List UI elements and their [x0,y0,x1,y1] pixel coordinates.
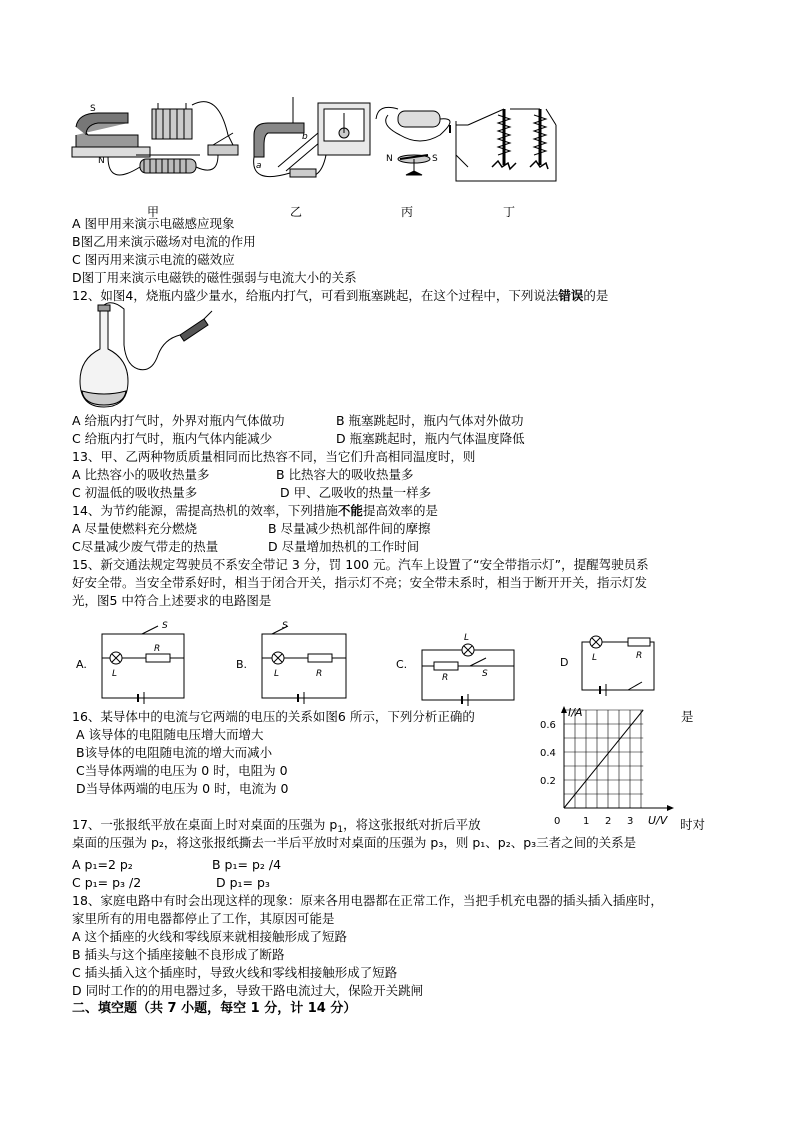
q14-stem-post: 提高效率的是 [362,503,438,518]
circuit-d-r: R [636,651,643,661]
fig-yi-diagram [254,97,370,177]
q12-option-b: B 瓶塞跳起时，瓶内气体对外做功 [336,413,524,428]
q17-line-1-post: ，将这张报纸对折后平放 [343,817,481,832]
fig-bing-s: S [432,154,438,164]
q13-option-d: D 甲、乙吸收的热量一样多 [280,485,432,500]
chart-y-tick: 0.4 [540,748,556,759]
fig-jia-s: S [90,104,96,114]
q16-stem: 16、某导体中的电流与它两端的电压的关系如图6 所示，下列分析正确的 [72,709,475,724]
fig-jia-diagram [72,102,238,175]
chart-x-tick: 0 [554,816,561,827]
circuit-a-s: S [162,621,168,631]
q11-option-b: B图乙用来演示磁场对电流的作用 [72,234,256,249]
q18-option-a: A 这个插座的火线和零线原来就相接触形成了短路 [72,929,348,944]
circuit-a [102,626,184,704]
q18-option-c: C 插头插入这个插座时，导致火线和零线相接触形成了短路 [72,965,398,980]
circuit-b-l: L [274,669,280,679]
q12-stem [72,287,608,304]
q17-option-c: C p₁= p₃ /2 [72,875,142,890]
q12-option-d: D 瓶塞跳起时，瓶内气体温度降低 [336,431,525,446]
q16-stem-end: 是 [681,709,694,724]
q12-stem-pre: 12、如图4，烧瓶内盛少量水，给瓶内打气，可看到瓶塞跳起，在这个过程中，下列说法 [72,288,559,303]
q11-option-d: D图丁用来演示电磁铁的磁性强弱与电流大小的关系 [72,270,357,285]
circuit-a-l: L [112,669,118,679]
circuit-c-l: L [464,633,470,643]
q11-option-c: C 图丙用来演示电流的磁效应 [72,252,235,267]
q13-option-a: A 比热容小的吸收热量多 [72,467,210,482]
q11-figure [68,95,568,205]
fig-jia-n: N [98,156,105,166]
q18-option-b: B 插头与这个插座接触不良形成了断路 [72,947,285,962]
chart-y-tick: 0.6 [540,720,556,731]
circuit-c-label: C. [396,658,408,671]
chart-series-line [564,710,643,808]
q17-line-2: 桌面的压强为 p₂，将这张报纸撕去一半后平放时对桌面的压强为 p₃，则 p₁、p₂、p₃三者之间的关系是 [72,835,637,850]
q18-line-1: 18、家庭电路中有时会出现这样的现象：原来各用电器都在正常工作，当把手机充电器的插头插入插座时， [72,893,663,908]
chart-y-label: I/A [568,706,583,719]
fig-bing-diagram [376,107,450,175]
q15-circuit-figures [72,620,672,710]
circuit-c [422,644,514,706]
circuit-c-s: S [482,669,488,679]
chart-x-arrow [667,805,674,811]
chart-x-tick: 2 [605,816,612,827]
q18-line-2: 家里所有的用电器都停止了工作，其原因可能是 [72,911,335,926]
q13-stem: 13、甲、乙两种物质质量相同而比热容不同，当它们升高相同温度时，则 [72,449,476,464]
q14-option-a: A 尽量使燃料充分燃烧 [72,521,198,536]
fig-yi-a: a [256,161,262,171]
q15-line-2: 好安全带。当安全带系好时，相当于闭合开关，指示灯不亮；安全带未系时，相当于断开开关，指示灯发 [72,575,648,590]
q17-line-1-sub: 1 [337,825,344,835]
q12-stem-emphasis: 错误 [558,288,584,303]
q16-option-a: A 该导体的电阻随电压增大而增大 [76,727,264,742]
q15-line-3: 光，图5 中符合上述要求的电路图是 [72,593,272,608]
circuit-b-label: B. [236,658,248,671]
q16-option-d: D当导体两端的电压为 0 时，电流为 0 [76,781,289,796]
q12-option-a: A 给瓶内打气时，外界对瓶内气体做功 [72,413,285,428]
q13-option-b: B 比热容大的吸收热量多 [276,467,414,482]
q14-option-d: D 尽量增加热机的工作时间 [268,539,420,554]
q17-option-b: B p₁= p₂ /4 [212,857,282,872]
circuit-b-s: S [282,621,288,631]
chart-x-tick: 1 [583,816,590,827]
q13-option-c: C 初温低的吸收热量多 [72,485,198,500]
q17-line-1 [72,816,481,833]
circuit-a-r: R [154,644,161,654]
chart-y-arrow [561,706,567,713]
fig-label-yi: 乙 [290,205,303,219]
fig-ding-diagram [450,109,556,181]
q17-line-1-text: 17、一张报纸平放在桌面上时对桌面的压强为 p [72,817,338,832]
q14-stem [72,502,438,519]
q14-option-c: C尽量减少废气带走的热量 [72,539,219,554]
q16-option-b: B该导体的电阻随电流的增大而减小 [76,745,273,760]
section-2-heading: 二、填空题（共 7 小题，每空 1 分，计 14 分） [72,1001,357,1016]
circuit-d [582,636,654,696]
circuit-b-r: R [316,669,323,679]
chart-y-tick: 0.2 [540,776,556,787]
q14-stem-emphasis: 不能 [337,503,363,518]
q14-stem-pre: 14、为节约能源，需提高热机的效率，下列措施 [72,503,338,518]
circuit-a-label: A. [76,658,87,671]
chart-x-label: U/V [648,814,668,827]
q17-option-a: A p₁=2 p₂ [72,857,133,872]
fig-label-bing: 丙 [401,205,414,219]
fig-label-jia: 甲 [147,205,160,219]
circuit-c-r: R [442,673,449,683]
fig-bing-n: N [386,154,393,164]
fig-yi-b: b [302,132,308,142]
q12-stem-post: 的是 [583,288,609,303]
q12-option-c: C 给瓶内打气时，瓶内气体内能减少 [72,431,273,446]
iu-chart [536,704,676,827]
q18-option-d: D 同时工作的的用电器过多，导致干路电流过大，保险开关跳闸 [72,983,424,998]
circuit-d-label: D [560,656,569,669]
q15-line-1: 15、新交通法规定驾驶员不系安全带记 3 分，罚 100 元。汽车上设置了“安全带指示灯”，提醒驾驶员系 [72,557,649,572]
q17-line-1-end: 时对 [680,817,706,832]
chart-x-tick: 3 [627,816,634,827]
fig-label-ding: 丁 [503,205,516,219]
q12-flask-figure [72,305,212,410]
q11-option-a: A 图甲用来演示电磁感应现象 [72,216,235,231]
q16-option-c: C当导体两端的电压为 0 时，电阻为 0 [76,763,288,778]
circuit-d-l: L [592,653,598,663]
circuit-b [262,626,346,704]
q17-option-d: D p₁= p₃ [216,875,270,890]
q14-option-b: B 尽量减少热机部件间的摩擦 [268,521,431,536]
